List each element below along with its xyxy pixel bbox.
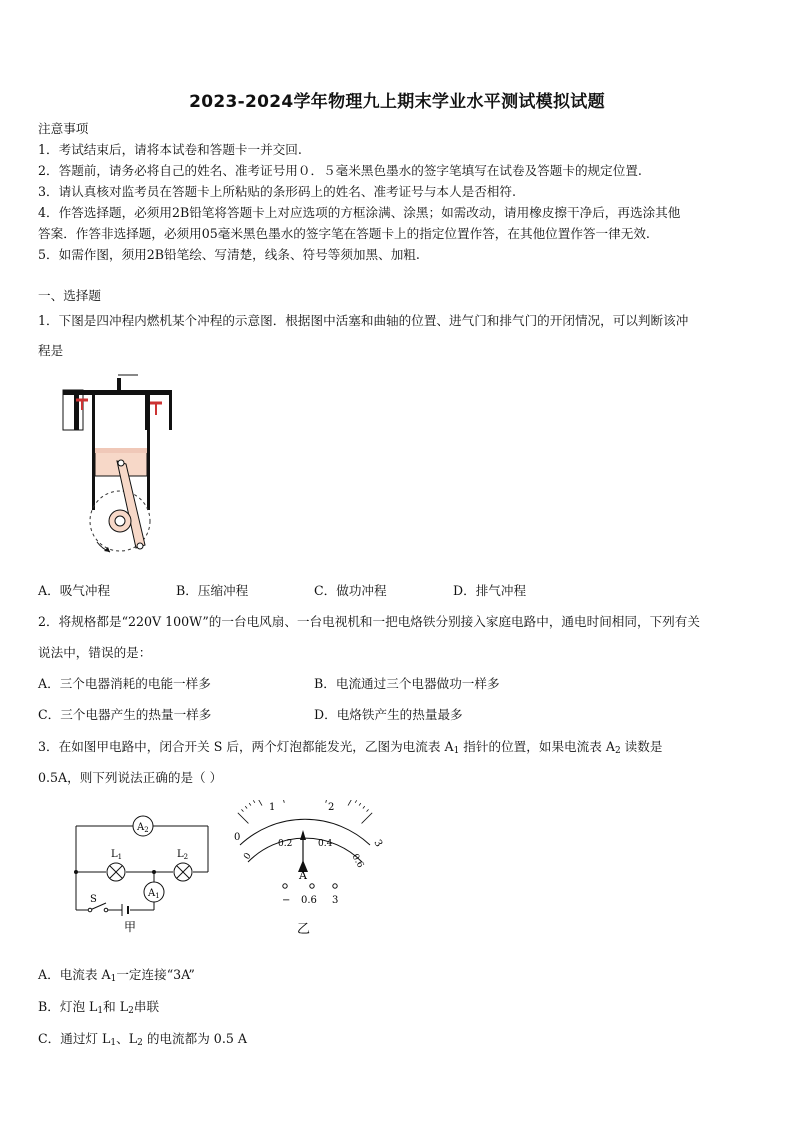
scale-tick [363, 806, 365, 808]
scale-label-inner: 0.4 [318, 839, 333, 849]
crankshaft-center [115, 516, 125, 526]
scale-tick [249, 803, 251, 805]
scale-tick [253, 800, 255, 803]
section-heading: 一、选择题 [38, 288, 101, 303]
scale-ticks [238, 800, 372, 823]
cylinder-wall-left-inner [74, 390, 79, 430]
scale-tick [362, 813, 373, 824]
piston-ring [95, 448, 147, 453]
scale-tick [348, 800, 353, 806]
piston-pin [118, 460, 124, 466]
option-b: B．电流通过三个电器做功一样多 [314, 676, 500, 691]
option-c: C．三个电器产生的热量一样多 [38, 707, 212, 722]
junction-middle [152, 870, 156, 874]
switch-contact [88, 908, 92, 912]
question-1-line: 程是 [38, 343, 64, 358]
scale-label-outer: 2 [328, 802, 335, 813]
option-a: A．电流表 $A_1$一定连接“3A” [38, 967, 195, 984]
scale-inner-arc [248, 838, 362, 862]
notice-item: 4．作答选择题，必须用2B铅笔将答题卡上对应选项的方框涂满、涂黑；如需改动，请用橡皮擦干净后，再选涂其他 [38, 205, 681, 220]
scale-label-outer: 3 [371, 838, 385, 850]
lamp-l1-label: $L_1$ [111, 849, 123, 861]
junction-left [74, 870, 78, 874]
scale-tick [367, 809, 369, 811]
question-3-line: 3．在如图甲电路中，闭合开关 S 后，两个灯泡都能发光，乙图为电流表 $A_1$ 指针的位置，如果电流表 $A_2$ 读数是 [38, 739, 663, 756]
cylinder-wall-left [63, 390, 83, 430]
ammeter-a2-label: $A_2$ [137, 822, 149, 834]
scale-tick [355, 800, 357, 803]
scale-tick [258, 800, 263, 806]
terminal-label: 3 [332, 895, 339, 906]
option-a: A．吸气冲程 [38, 583, 111, 598]
lamp-l2-label: $L_2$ [177, 849, 189, 861]
scale-tick [245, 806, 247, 808]
option-b: B．灯泡 $L_1$和 $L_2$串联 [38, 999, 160, 1016]
option-a: A．三个电器消耗的电能一样多 [38, 676, 211, 691]
figure-caption-yi: 乙 [297, 922, 311, 937]
scale-label-inner: 0 [242, 851, 254, 862]
option-d: D．排气冲程 [453, 583, 527, 598]
option-b: B．压缩冲程 [176, 583, 249, 598]
ammeter-a1-label: $A_1$ [148, 888, 160, 900]
scale-label-inner: 0.6 [349, 852, 366, 870]
scale-label-outer: 0 [234, 832, 241, 843]
circuit-diagram [68, 810, 218, 935]
spark-plug [117, 378, 121, 390]
option-d: D．电烙铁产生的热量最多 [314, 707, 463, 722]
meter-unit-label: A [299, 869, 307, 882]
terminal-label: 0.6 [301, 895, 317, 906]
scale-tick [238, 813, 249, 824]
terminal-label: − [282, 895, 291, 906]
scale-tick [280, 800, 284, 803]
notice-item: 2．答题前，请务必将自己的姓名、准考证号用０．５毫米黑色墨水的签字笔填写在试卷及答题卡的规定位置. [38, 163, 642, 178]
meter-needle-tip [300, 830, 306, 840]
notice-item: 3．请认真核对监考员在答题卡上所粘贴的条形码上的姓名、准考证号与本人是否相符. [38, 184, 516, 199]
switch-label: S [90, 894, 97, 905]
scale-label-outer: 1 [269, 802, 276, 813]
terminal [310, 884, 314, 888]
option-c: C．通过灯 $L_1$、$L_2$ 的电流都为 0.5 A [38, 1031, 247, 1048]
notice-item: 答案．作答非选择题，必须用05毫米黑色墨水的签字笔在答题卡上的指定位置作答，在其他位置作答一律无效. [38, 226, 650, 241]
notice-item: 5．如需作图，须用2B铅笔绘、写清楚，线条、符号等须加黑、加粗. [38, 247, 420, 262]
figure-caption-jia: 甲 [124, 920, 137, 934]
scale-outer-arc [240, 819, 370, 845]
crank-pin [137, 543, 143, 549]
notice-heading: 注意事项 [38, 121, 89, 136]
terminal [283, 884, 287, 888]
page-title: 2023-2024学年物理九上期末学业水平测试模拟试题 [189, 92, 605, 112]
terminal [333, 884, 337, 888]
engine-diagram [62, 370, 172, 555]
cylinder-wall-right-outer [169, 390, 172, 430]
notice-item: 1．考试结束后，请将本试卷和答题卡一并交回. [38, 142, 302, 157]
question-2-line: 2．将规格都是“220V 100W”的一台电风扇、一台电视机和一把电烙铁分别接入家庭电路中，通电时间相同，下列有关 [38, 614, 700, 629]
question-2-line: 说法中，错误的是： [38, 645, 152, 660]
scale-tick [359, 803, 361, 805]
ammeter-dial [220, 800, 390, 940]
scale-tick [241, 809, 243, 811]
question-1-line: 1．下图是四冲程内燃机某个冲程的示意图．根据图中活塞和曲轴的位置、进气门和排气门的开闭情况，可以判断该冲 [38, 313, 689, 328]
question-3-line: 0.5A，则下列说法正确的是（ ） [38, 770, 223, 785]
switch-contact [104, 908, 108, 912]
cylinder-head [63, 390, 172, 395]
scale-label-inner: 0.2 [278, 839, 293, 849]
option-c: C．做功冲程 [314, 583, 387, 598]
